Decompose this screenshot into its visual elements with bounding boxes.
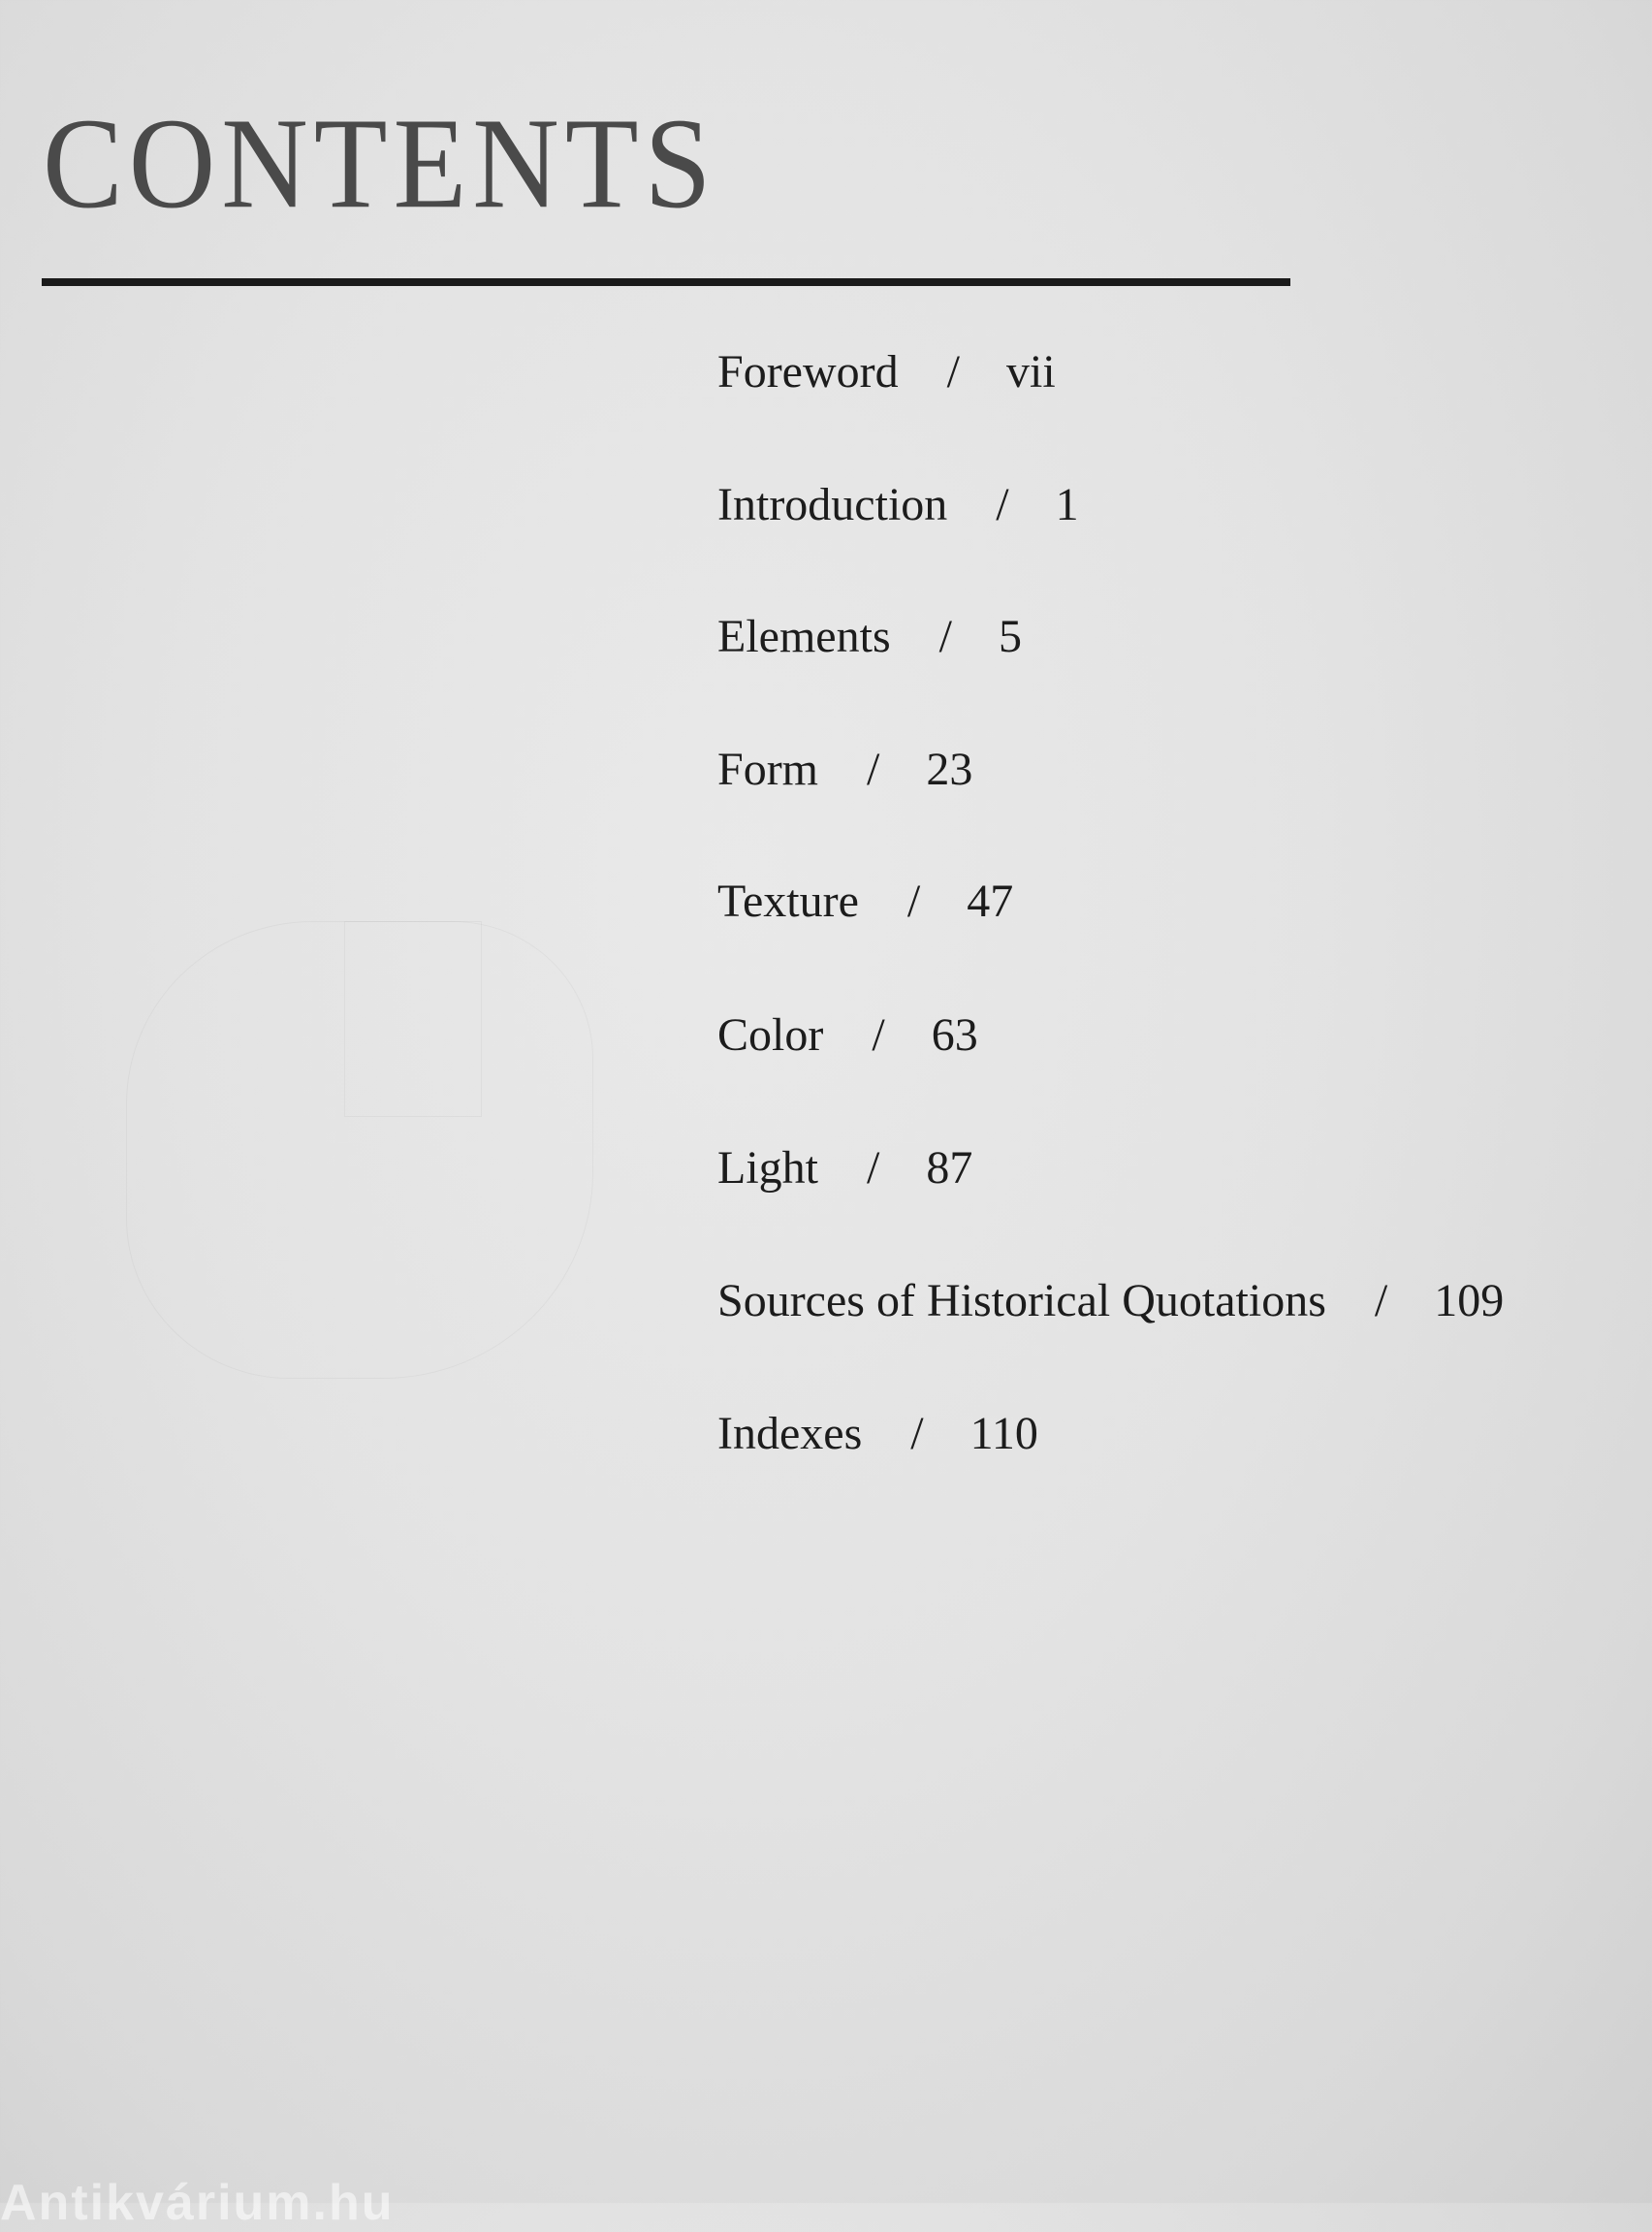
toc-entry-page: 110 [969,1408,1038,1459]
title-rule [42,278,1290,286]
toc-entry-page: 87 [926,1142,973,1194]
show-through-box [344,921,482,1117]
toc-entry-separator: / [872,1009,885,1061]
toc-entry-page: 109 [1434,1275,1505,1326]
toc-entry-separator: / [867,1142,880,1194]
toc-entry-light [717,1137,972,1199]
toc-entry-texture [717,871,1013,933]
page-title: CONTENTS [43,91,717,236]
toc-entry-title: Texture [717,876,859,927]
toc-entry-color [717,1004,978,1067]
toc-entry-introduction [717,474,1079,536]
toc-entry-page: 47 [967,876,1014,927]
toc-entry-separator: / [867,744,880,795]
toc-entry-form [717,739,972,801]
toc-entry-separator: / [1374,1275,1388,1326]
toc-entry-separator: / [946,346,960,398]
toc-entry-title: Sources of Historical Quotations [717,1275,1326,1326]
toc-entry-title: Introduction [717,479,948,530]
toc-entry-separator: / [906,876,921,927]
toc-entry-page: vii [1005,346,1056,398]
toc-entry-foreword [717,341,1056,403]
toc-entry-page: 23 [926,744,973,795]
toc-entry-separator: / [938,611,952,662]
toc-entry-title: Light [717,1142,818,1194]
toc-entry-title: Indexes [717,1408,863,1459]
watermark: Antikvárium.hu [0,2175,395,2231]
toc-entry-indexes [717,1403,1038,1465]
toc-entry-page: 63 [931,1009,978,1061]
toc-entry-title: Elements [717,611,891,662]
toc-entry-page: 1 [1055,479,1079,530]
toc-entry-separator: / [996,479,1009,530]
toc-entry-separator: / [910,1408,924,1459]
toc-entry-title: Foreword [717,346,899,398]
toc-entry-elements [717,606,1022,668]
toc-entry-page: 5 [998,611,1022,662]
toc-entry-title: Form [717,744,819,795]
toc-entry-title: Color [717,1009,824,1061]
toc-entry-sources [717,1270,1504,1332]
